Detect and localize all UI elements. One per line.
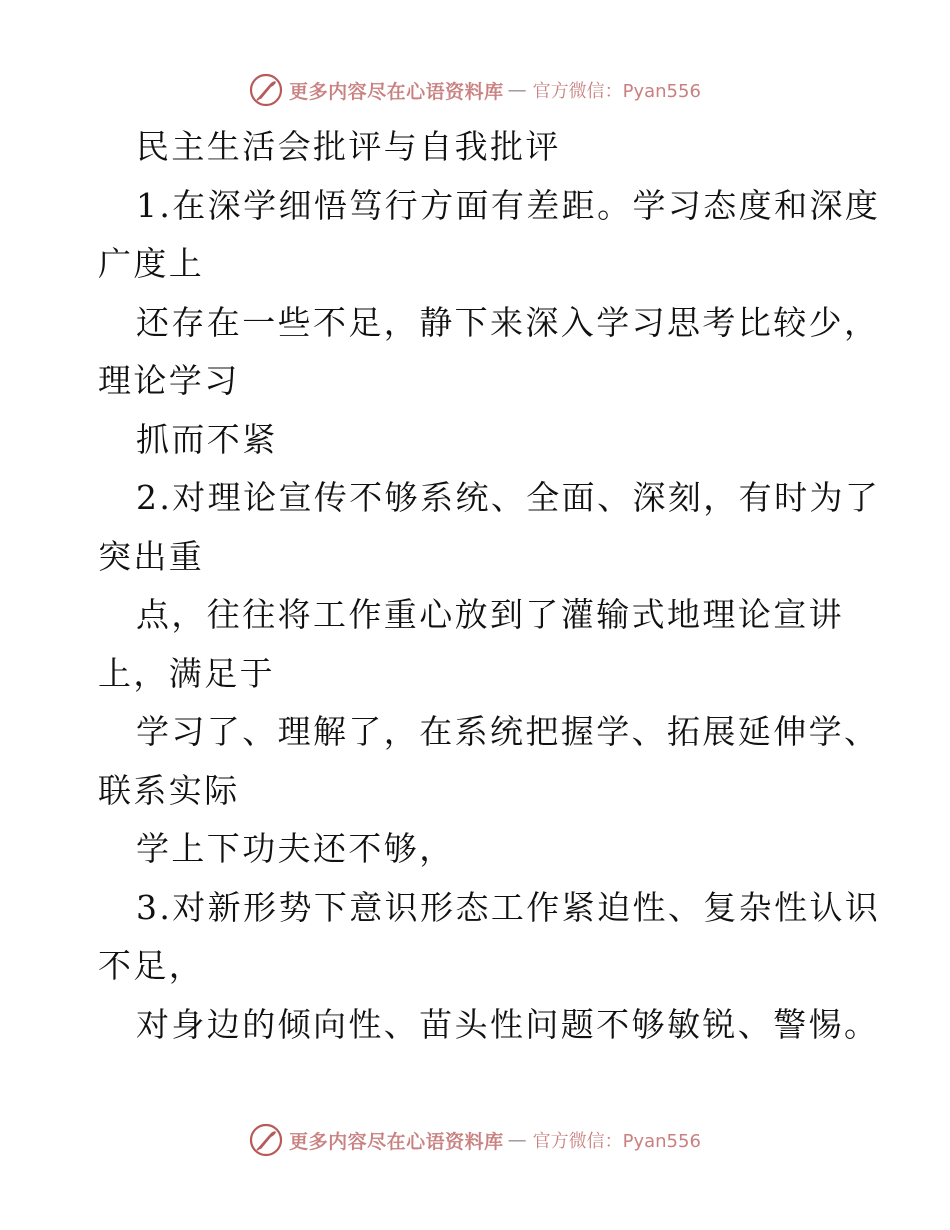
paragraph-line: 学上下功夫还不够， — [136, 829, 455, 868]
paragraph-line: 对身边的倾向性、苗头性问题不够敏锐、警惕。 — [136, 1004, 880, 1044]
quill-logo-icon — [249, 73, 283, 107]
paragraph-line: 上，满足于 — [98, 653, 275, 693]
document-body — [98, 118, 881, 1054]
footer-banner — [0, 1120, 950, 1160]
paragraph-line: 抓而不紧 — [136, 419, 278, 459]
paragraph-line: 广度上 — [98, 244, 205, 283]
contact-info: 官方微信：Pyan556 — [532, 81, 701, 102]
contact-info: 官方微信：Pyan556 — [532, 1131, 701, 1152]
document-title: 民主生活会批评与自我批评 — [136, 127, 561, 166]
paragraph-line: 还存在一些不足，静下来深入学习思考比较少， — [136, 302, 880, 342]
paragraph-line: 3.对新形势下意识形态工作紧迫性、复杂性认识 — [136, 887, 881, 927]
paragraph-line: 点，往往将工作重心放到了灌输式地理论宣讲 — [136, 595, 844, 634]
paragraph-line: 1.在深学细悟笃行方面有差距。学习态度和深度 — [136, 185, 881, 225]
paragraph-line: 学习了、理解了，在系统把握学、拓展延伸学、 — [136, 712, 880, 751]
paragraph-line: 理论学习 — [98, 361, 240, 400]
banner-separator: — — [507, 1129, 527, 1151]
paragraph-line: 2.对理论宣传不够系统、全面、深刻，有时为了 — [136, 478, 881, 517]
paragraph-line: 突出重 — [98, 536, 205, 576]
site-name: 更多内容尽在心语资料库 — [289, 1130, 504, 1153]
quill-logo-icon — [249, 1123, 283, 1157]
paragraph-line: 联系实际 — [98, 770, 240, 810]
header-banner — [0, 70, 950, 110]
site-name: 更多内容尽在心语资料库 — [289, 80, 504, 103]
banner-separator: — — [507, 79, 527, 101]
paragraph-line: 不足， — [98, 946, 205, 985]
